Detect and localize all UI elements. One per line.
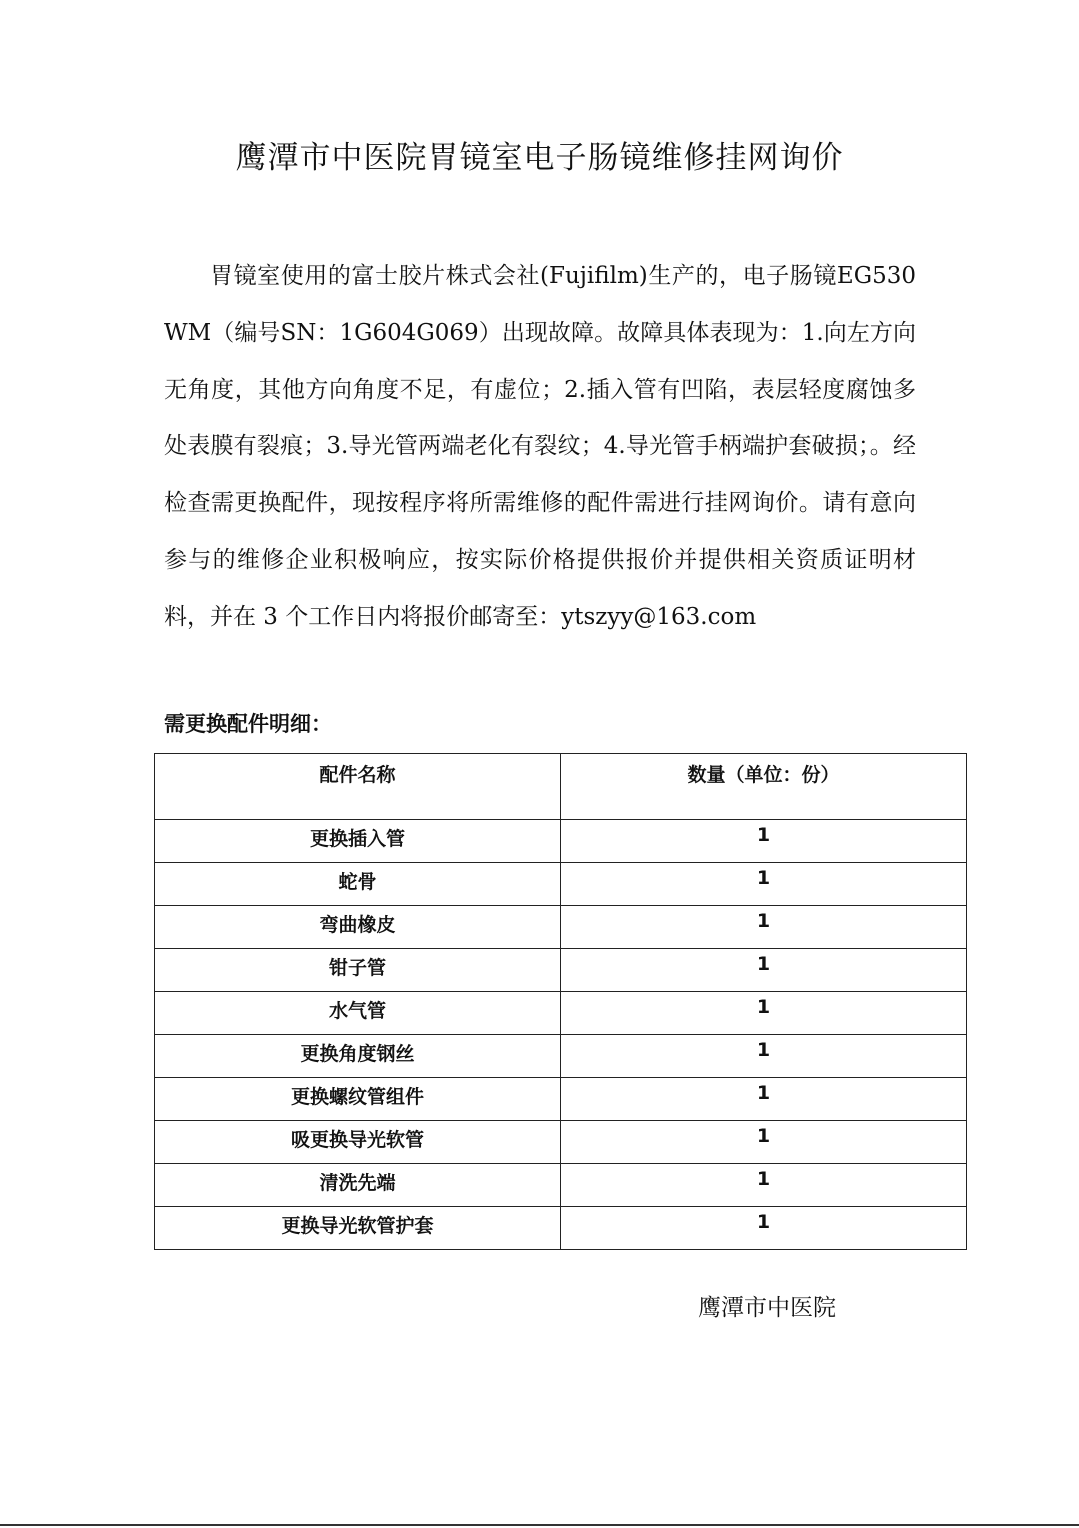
part-name-cell: 蛇骨 — [155, 863, 561, 906]
quantity-cell: 1 — [561, 1121, 967, 1164]
table-row — [155, 906, 967, 949]
part-name-cell: 钳子管 — [155, 949, 561, 992]
header-part-name: 配件名称 — [155, 754, 561, 820]
body-paragraph: 胃镜室使用的富士胶片株式会社(Fujifilm)生产的，电子肠镜EG530WM（编号SN：1G604G069）出现故障。故障具体表现为：1.向左方向无角度，其他方向角度不足，有虚位；2.插入管有凹陷，表层轻度腐蚀多处表膜有裂痕；3.导光管两端老化有裂纹；4.导光管手柄端护套破损；。经检查需更换配件，现按程序将所需维修的配件需进行挂网询价。请有意向参与的维修企业积极响应，按实际价格提供报价并提供相关资质证明材料，并在 3 个工作日内将报价邮寄至：ytszyy@163.com — [164, 263, 916, 630]
signature: 鹰潭市中医院 — [698, 1295, 836, 1321]
part-name-cell: 更换角度钢丝 — [155, 1035, 561, 1078]
table-row — [155, 1207, 967, 1250]
header-quantity: 数量（单位：份） — [561, 754, 967, 820]
table-row — [155, 1035, 967, 1078]
part-name-cell: 清洗先端 — [155, 1164, 561, 1207]
page-bottom-divider — [0, 1524, 1079, 1526]
parts-heading: 需更换配件明细： — [164, 712, 332, 736]
table-row — [155, 820, 967, 863]
quantity-cell: 1 — [561, 1207, 967, 1250]
table-row — [155, 1121, 967, 1164]
table-row — [155, 949, 967, 992]
quantity-cell: 1 — [561, 992, 967, 1035]
part-name-cell: 吸更换导光软管 — [155, 1121, 561, 1164]
quantity-cell: 1 — [561, 820, 967, 863]
part-name-cell: 更换插入管 — [155, 820, 561, 863]
part-name-cell: 弯曲橡皮 — [155, 906, 561, 949]
quantity-cell: 1 — [561, 1164, 967, 1207]
table-row — [155, 1078, 967, 1121]
table-row — [155, 992, 967, 1035]
quantity-cell: 1 — [561, 1035, 967, 1078]
part-name-cell: 更换导光软管护套 — [155, 1207, 561, 1250]
document-title: 鹰潭市中医院胃镜室电子肠镜维修挂网询价 — [235, 140, 844, 176]
part-name-cell: 水气管 — [155, 992, 561, 1035]
table-row — [155, 1164, 967, 1207]
table-header-row — [155, 754, 967, 820]
parts-table — [154, 753, 967, 1250]
quantity-cell: 1 — [561, 949, 967, 992]
table-row — [155, 863, 967, 906]
quantity-cell: 1 — [561, 1078, 967, 1121]
part-name-cell: 更换螺纹管组件 — [155, 1078, 561, 1121]
quantity-cell: 1 — [561, 863, 967, 906]
quantity-cell: 1 — [561, 906, 967, 949]
